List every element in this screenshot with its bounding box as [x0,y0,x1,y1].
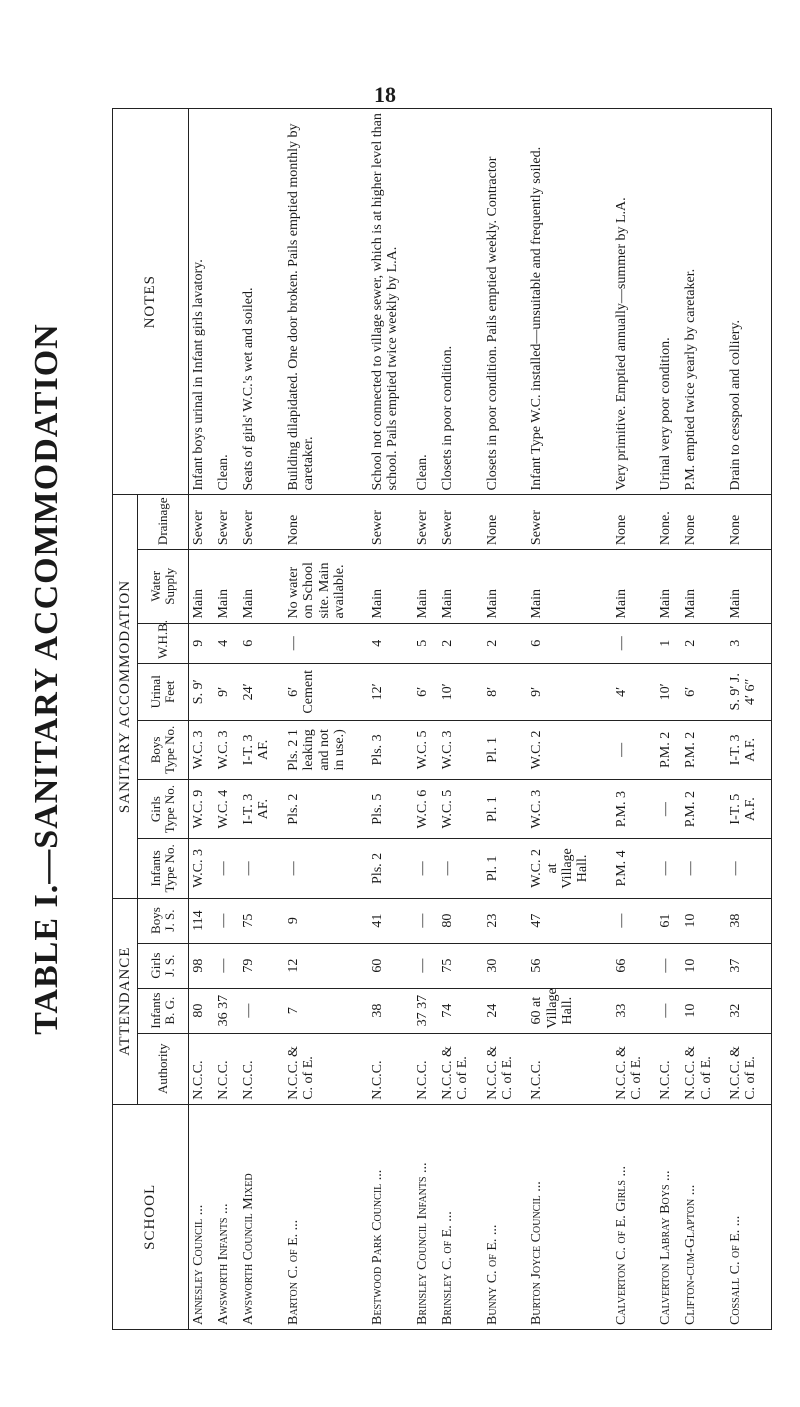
urinal-cell: S. 9′ [189,663,215,720]
water-supply-cell: Main [527,550,611,623]
infants-cell: — [656,988,681,1033]
girls-type-cell: W.C. 4 [214,780,239,839]
boys-type-cell: P.M. 2 [681,720,726,779]
girls-type-cell: P.M. 3 [612,780,657,839]
girls-cell: 37 [726,943,772,988]
wh-cell: 2 [681,623,726,663]
girls-cell: 60 [368,943,413,988]
girls-type-cell: I-T. 5 A.F. [726,780,772,839]
drainage-cell: None [726,495,772,550]
school-cell: Barton C. of E. ... [284,1104,368,1329]
girls-header: Girls J. S. [138,943,189,988]
drainage-cell: None [681,495,726,550]
girls-type-cell: Pls. 5 [368,780,413,839]
infants-cell: 60 at Village Hall. [527,988,611,1033]
girls-cell: 66 [612,943,657,988]
school-cell: Awsworth Infants ... [214,1104,239,1329]
drainage-cell: Sewer [368,495,413,550]
infants-type-cell: P.M. 4 [612,839,657,898]
urinal-header: Urinal Feet [138,663,189,720]
school-cell: Clifton-cum-Glapton ... [681,1104,726,1329]
authority-cell: N.C.C. [527,1033,611,1104]
girls-type-cell: Pls. 2 [284,780,368,839]
sanitary-header: SANITARY ACCOMMODATION [113,495,138,898]
authority-cell: N.C.C. & C. of E. [726,1033,772,1104]
girls-cell: 10 [681,943,726,988]
wh-cell: 4 [214,623,239,663]
boys-type-cell: W.C. 2 [527,720,611,779]
urinal-cell: 9′ [214,663,239,720]
authority-cell: N.C.C. & C. of E. [483,1033,528,1104]
authority-cell: N.C.C. [368,1033,413,1104]
urinal-cell: 10′ [656,663,681,720]
boys-cell: 9 [284,898,368,943]
table-row [438,109,483,1330]
girls-cell: — [656,943,681,988]
notes-cell: Infant Type W.C. installed—unsuitable and frequently soiled. [527,109,611,496]
boys-type-cell: I-T. 3 AF. [239,720,284,779]
school-cell: Brinsley Council Infants ... [413,1104,438,1329]
wh-cell: — [612,623,657,663]
wh-cell: 2 [483,623,528,663]
authority-cell: N.C.C. [239,1033,284,1104]
authority-header: Authority [138,1033,189,1104]
table-row [214,109,239,1330]
infants-type-cell: — [438,839,483,898]
table-row [726,109,772,1330]
school-cell: Annesley Council ... [189,1104,215,1329]
water-supply-cell: Main [726,550,772,623]
boys-header: Boys J. S. [138,898,189,943]
water-supply-cell: Main [438,550,483,623]
drainage-cell: None [612,495,657,550]
boys-cell: 80 [438,898,483,943]
authority-cell: N.C.C. [189,1033,215,1104]
table-row [612,109,657,1330]
girls-type-header: Girls Type No. [138,780,189,839]
table-row [656,109,681,1330]
water-supply-cell: Main [368,550,413,623]
water-supply-cell: Main [612,550,657,623]
infants-header: Infants B. G. [138,988,189,1033]
wh-cell: — [284,623,368,663]
wh-cell: 5 [413,623,438,663]
infants-cell: 38 [368,988,413,1033]
urinal-cell: 4′ [612,663,657,720]
girls-cell: 75 [438,943,483,988]
boys-type-cell: — [612,720,657,779]
school-cell: Cossall C. of E. ... [726,1104,772,1329]
boys-cell: — [214,898,239,943]
boys-cell: 47 [527,898,611,943]
boys-type-cell: P.M. 2 [656,720,681,779]
notes-header: NOTES [113,109,189,496]
drainage-cell: Sewer [527,495,611,550]
school-cell: Calverton C. of E. Girls ... [612,1104,657,1329]
boys-type-cell: W.C. 3 [214,720,239,779]
urinal-cell: 12′ [368,663,413,720]
drainage-cell: Sewer [214,495,239,550]
notes-cell: Building dilapidated. One door broken. Pails emptied monthly by caretaker. [284,109,368,496]
water-supply-cell: Main [239,550,284,623]
drainage-header: Drainage [138,495,189,550]
wh-cell: 3 [726,623,772,663]
boys-type-cell: Pls. 2 1 leaking and not in use.) [284,720,368,779]
infants-cell: 24 [483,988,528,1033]
girls-type-cell: W.C. 9 [189,780,215,839]
wh-cell: 9 [189,623,215,663]
boys-type-header: Boys Type No. [138,720,189,779]
table-row [189,109,215,1330]
school-cell: Awsworth Council Mixed [239,1104,284,1329]
infants-cell: — [239,988,284,1033]
authority-cell: N.C.C. [413,1033,438,1104]
girls-type-cell: W.C. 5 [438,780,483,839]
boys-type-cell: I-T. 3 A.F. [726,720,772,779]
girls-cell: — [413,943,438,988]
boys-cell: 38 [726,898,772,943]
page-title [24,316,70,1042]
wh-cell: 6 [239,623,284,663]
girls-cell: — [214,943,239,988]
drainage-cell: Sewer [239,495,284,550]
notes-cell: Very primitive. Emptied annually—summer by L.A. [612,109,657,496]
table-row [284,109,368,1330]
authority-cell: N.C.C. & C. of E. [438,1033,483,1104]
boys-cell: — [413,898,438,943]
infants-cell: 10 [681,988,726,1033]
urinal-cell: 10′ [438,663,483,720]
infants-type-cell: W.C. 3 [189,839,215,898]
water-supply-cell: Main [189,550,215,623]
notes-cell: P.M. emptied twice yearly by caretaker. [681,109,726,496]
school-header: SCHOOL [113,1104,189,1329]
drainage-cell: Sewer [189,495,215,550]
wh-cell: 1 [656,623,681,663]
girls-type-cell: W.C. 6 [413,780,438,839]
water-supply-cell: Main [483,550,528,623]
authority-cell: N.C.C. [656,1033,681,1104]
notes-cell: Urinal very poor condition. [656,109,681,496]
girls-type-cell: — [656,780,681,839]
girls-cell: 12 [284,943,368,988]
water-supply-cell: Main [413,550,438,623]
water-supply-cell: No water on School site. Main available. [284,550,368,623]
urinal-cell: 6′ [413,663,438,720]
school-cell: Bunny C. of E. ... [483,1104,528,1329]
infants-type-header: Infants Type No. [138,839,189,898]
infants-cell: 80 [189,988,215,1033]
girls-type-cell: I-T. 3 AF. [239,780,284,839]
authority-cell: N.C.C. & C. of E. [284,1033,368,1104]
girls-type-cell: W.C. 3 [527,780,611,839]
infants-cell: 7 [284,988,368,1033]
boys-cell: — [612,898,657,943]
infants-type-cell: — [239,839,284,898]
boys-type-cell: Pl. 1 [483,720,528,779]
girls-cell: 56 [527,943,611,988]
girls-cell: 30 [483,943,528,988]
page-number: 18 [374,82,396,107]
boys-cell: 41 [368,898,413,943]
boys-cell: 23 [483,898,528,943]
infants-cell: 74 [438,988,483,1033]
urinal-cell: 8′ [483,663,528,720]
school-cell: Brinsley C. of E. ... [438,1104,483,1329]
water-supply-cell: Main [656,550,681,623]
infants-cell: 36 37 [214,988,239,1033]
attendance-header: ATTENDANCE [113,898,138,1104]
infants-type-cell: — [214,839,239,898]
school-cell: Burton Joyce Council ... [527,1104,611,1329]
infants-cell: 33 [612,988,657,1033]
wh-cell: 4 [368,623,413,663]
water-supply-cell: Main [681,550,726,623]
drainage-cell: Sewer [438,495,483,550]
urinal-cell: S. 9′ J. 4′ 6″ [726,663,772,720]
infants-type-cell: W.C. 2 at Village Hall. [527,839,611,898]
boys-type-cell: W.C. 5 [413,720,438,779]
table-row [368,109,413,1330]
notes-cell: Clean. [413,109,438,496]
infants-type-cell: — [656,839,681,898]
table-row [681,109,726,1330]
drainage-cell: None [284,495,368,550]
school-cell: Bestwood Park Council ... [368,1104,413,1329]
drainage-cell: Sewer [413,495,438,550]
wh-header: W.H.B. [138,623,189,663]
notes-cell: School not connected to village sewer, which is at higher level than school. Pails emptied twice weekly by L.A. [368,109,413,496]
table-frame [112,108,772,1330]
water-supply-header: Water Supply [138,550,189,623]
school-cell: Calverton Labray Boys ... [656,1104,681,1329]
urinal-cell: 6′ Cement [284,663,368,720]
table-row [239,109,284,1330]
authority-cell: N.C.C. & C. of E. [681,1033,726,1104]
notes-cell: Drain to cesspool and colliery. [726,109,772,496]
infants-type-cell: — [284,839,368,898]
infants-type-cell: — [413,839,438,898]
notes-cell: Seats of girls' W.C.'s wet and soiled. [239,109,284,496]
girls-type-cell: P.M. 2 [681,780,726,839]
urinal-cell: 6′ [681,663,726,720]
boys-type-cell: W.C. 3 [189,720,215,779]
boys-cell: 10 [681,898,726,943]
girls-cell: 79 [239,943,284,988]
table-row [483,109,528,1330]
authority-cell: N.C.C. & C. of E. [612,1033,657,1104]
boys-type-cell: Pls. 3 [368,720,413,779]
wh-cell: 2 [438,623,483,663]
infants-type-cell: Pls. 2 [368,839,413,898]
urinal-cell: 9′ [527,663,611,720]
notes-cell: Infant boys urinal in Infant girls lavatory. [189,109,215,496]
boys-type-cell: W.C. 3 [438,720,483,779]
drainage-cell: None [483,495,528,550]
boys-cell: 75 [239,898,284,943]
infants-cell: 37 37 [413,988,438,1033]
authority-cell: N.C.C. [214,1033,239,1104]
table-row [527,109,611,1330]
wh-cell: 6 [527,623,611,663]
table-row [413,109,438,1330]
page-title-text: TABLE I.—SANITARY ACCOMMODATION [28,323,65,1035]
boys-cell: 61 [656,898,681,943]
girls-cell: 98 [189,943,215,988]
drainage-cell: None. [656,495,681,550]
boys-cell: 114 [189,898,215,943]
urinal-cell: 24′ [239,663,284,720]
infants-type-cell: — [726,839,772,898]
water-supply-cell: Main [214,550,239,623]
girls-type-cell: Pl. 1 [483,780,528,839]
notes-cell: Closets in poor condition. [438,109,483,496]
infants-cell: 32 [726,988,772,1033]
sanitary-table [112,108,772,1330]
infants-type-cell: — [681,839,726,898]
infants-type-cell: Pl. 1 [483,839,528,898]
notes-cell: Closets in poor condition. Pails emptied weekly. Contractor [483,109,528,496]
notes-cell: Clean. [214,109,239,496]
